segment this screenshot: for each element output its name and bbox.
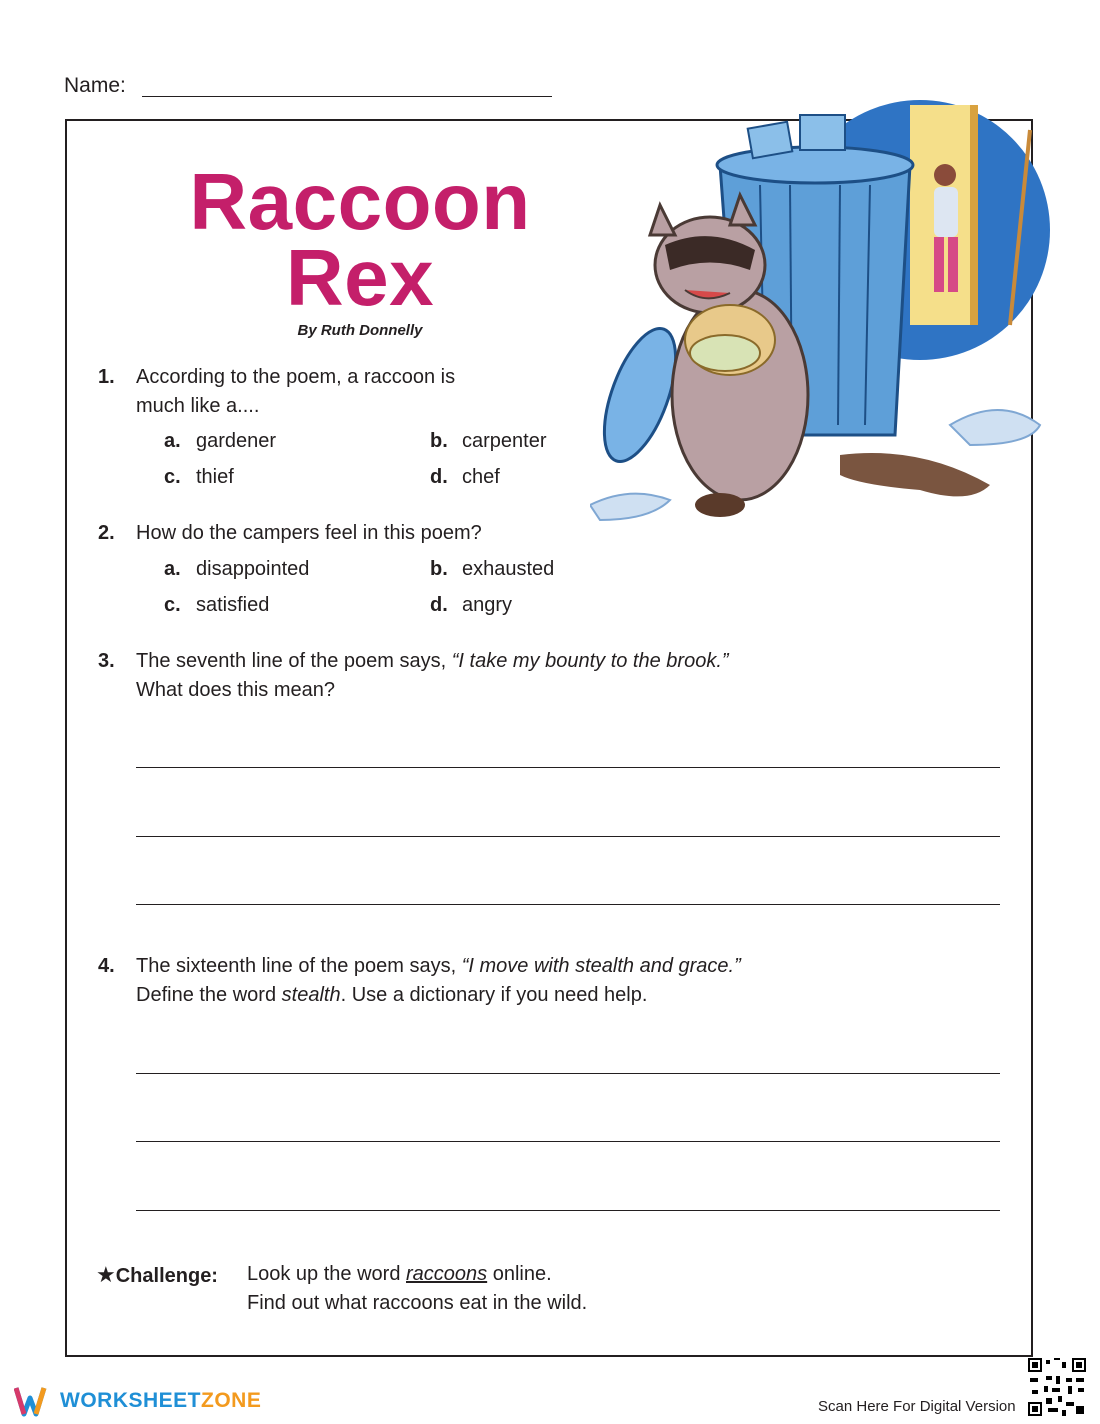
- option-letter: a.: [164, 558, 181, 580]
- question-4-word: stealth: [281, 984, 341, 1006]
- question-4-number: 4.: [98, 955, 115, 977]
- option-text: exhausted: [462, 558, 555, 580]
- challenge-line2: Find out what raccoons eat in the wild.: [247, 1292, 588, 1314]
- challenge-label: Challenge:: [115, 1265, 218, 1287]
- option-text: disappointed: [196, 558, 310, 580]
- question-3-quote: “I take my bounty to the brook.”: [451, 650, 729, 672]
- question-3-number: 3.: [98, 650, 115, 672]
- question-4-quote: “I move with stealth and grace.”: [461, 955, 741, 977]
- question-1-option-d[interactable]: [430, 466, 500, 489]
- question-1-number: 1.: [98, 366, 115, 388]
- brand-name: [60, 1389, 261, 1413]
- worksheetzone-logo[interactable]: [14, 1384, 261, 1418]
- qr-code-icon[interactable]: [1028, 1358, 1086, 1416]
- name-field[interactable]: [142, 96, 552, 97]
- answer-line[interactable]: [136, 1141, 1000, 1142]
- answer-line[interactable]: [136, 1210, 1000, 1211]
- challenge-prefix: Look up the word: [247, 1263, 406, 1285]
- question-1-line2: much like a....: [136, 395, 260, 417]
- question-1-option-a[interactable]: [164, 430, 276, 453]
- worksheet-title-line2: Rex: [285, 233, 435, 322]
- question-2-number: 2.: [98, 522, 115, 544]
- byline: By Ruth Donnelly: [297, 322, 423, 339]
- option-text: thief: [196, 466, 234, 488]
- answer-line[interactable]: [136, 767, 1000, 768]
- worksheet-title-line1: Raccoon: [189, 157, 531, 246]
- challenge-heading: [96, 1260, 218, 1291]
- name-label: Name:: [64, 74, 126, 97]
- option-text: carpenter: [462, 430, 547, 452]
- option-letter: c.: [164, 594, 181, 616]
- question-2-option-c[interactable]: [164, 594, 269, 617]
- brand-part2: ZONE: [201, 1389, 262, 1412]
- option-text: chef: [462, 466, 500, 488]
- question-1-text: [136, 363, 455, 421]
- option-letter: d.: [430, 466, 448, 488]
- question-1-line1: According to the poem, a raccoon is: [136, 366, 456, 388]
- question-1-option-b[interactable]: [430, 430, 547, 453]
- question-4-define-prefix: Define the word: [136, 984, 282, 1006]
- question-4-prompt: The sixteenth line of the poem says,: [136, 955, 462, 977]
- brand-part1: WORKSHEET: [60, 1389, 201, 1412]
- option-letter: a.: [164, 430, 181, 452]
- answer-line[interactable]: [136, 904, 1000, 905]
- challenge-text: [247, 1260, 587, 1318]
- option-text: satisfied: [196, 594, 270, 616]
- option-text: angry: [462, 594, 513, 616]
- option-letter: b.: [430, 430, 448, 452]
- question-3-prompt: The seventh line of the poem says,: [136, 650, 452, 672]
- challenge-suffix: online.: [487, 1263, 552, 1285]
- question-2-option-b[interactable]: [430, 558, 554, 581]
- question-4-text: [136, 952, 741, 1010]
- answer-line[interactable]: [136, 836, 1000, 837]
- raccoons-link[interactable]: raccoons: [406, 1263, 488, 1285]
- star-icon: ★: [96, 1262, 116, 1287]
- question-2-option-d[interactable]: [430, 594, 512, 617]
- option-letter: b.: [430, 558, 448, 580]
- option-letter: d.: [430, 594, 448, 616]
- answer-line[interactable]: [136, 1073, 1000, 1074]
- scan-caption: Scan Here For Digital Version: [818, 1398, 1016, 1415]
- option-text: gardener: [196, 430, 277, 452]
- question-3-text: [136, 647, 729, 705]
- option-letter: c.: [164, 466, 181, 488]
- question-3-line2: What does this mean?: [136, 679, 335, 701]
- worksheetzone-logo-icon: [14, 1384, 54, 1418]
- question-2-option-a[interactable]: [164, 558, 309, 581]
- question-4-define-suffix: . Use a dictionary if you need help.: [340, 984, 648, 1006]
- raccoon-illustration: [590, 95, 1050, 545]
- question-1-option-c[interactable]: [164, 466, 234, 489]
- question-2-text: How do the campers feel in this poem?: [136, 522, 482, 544]
